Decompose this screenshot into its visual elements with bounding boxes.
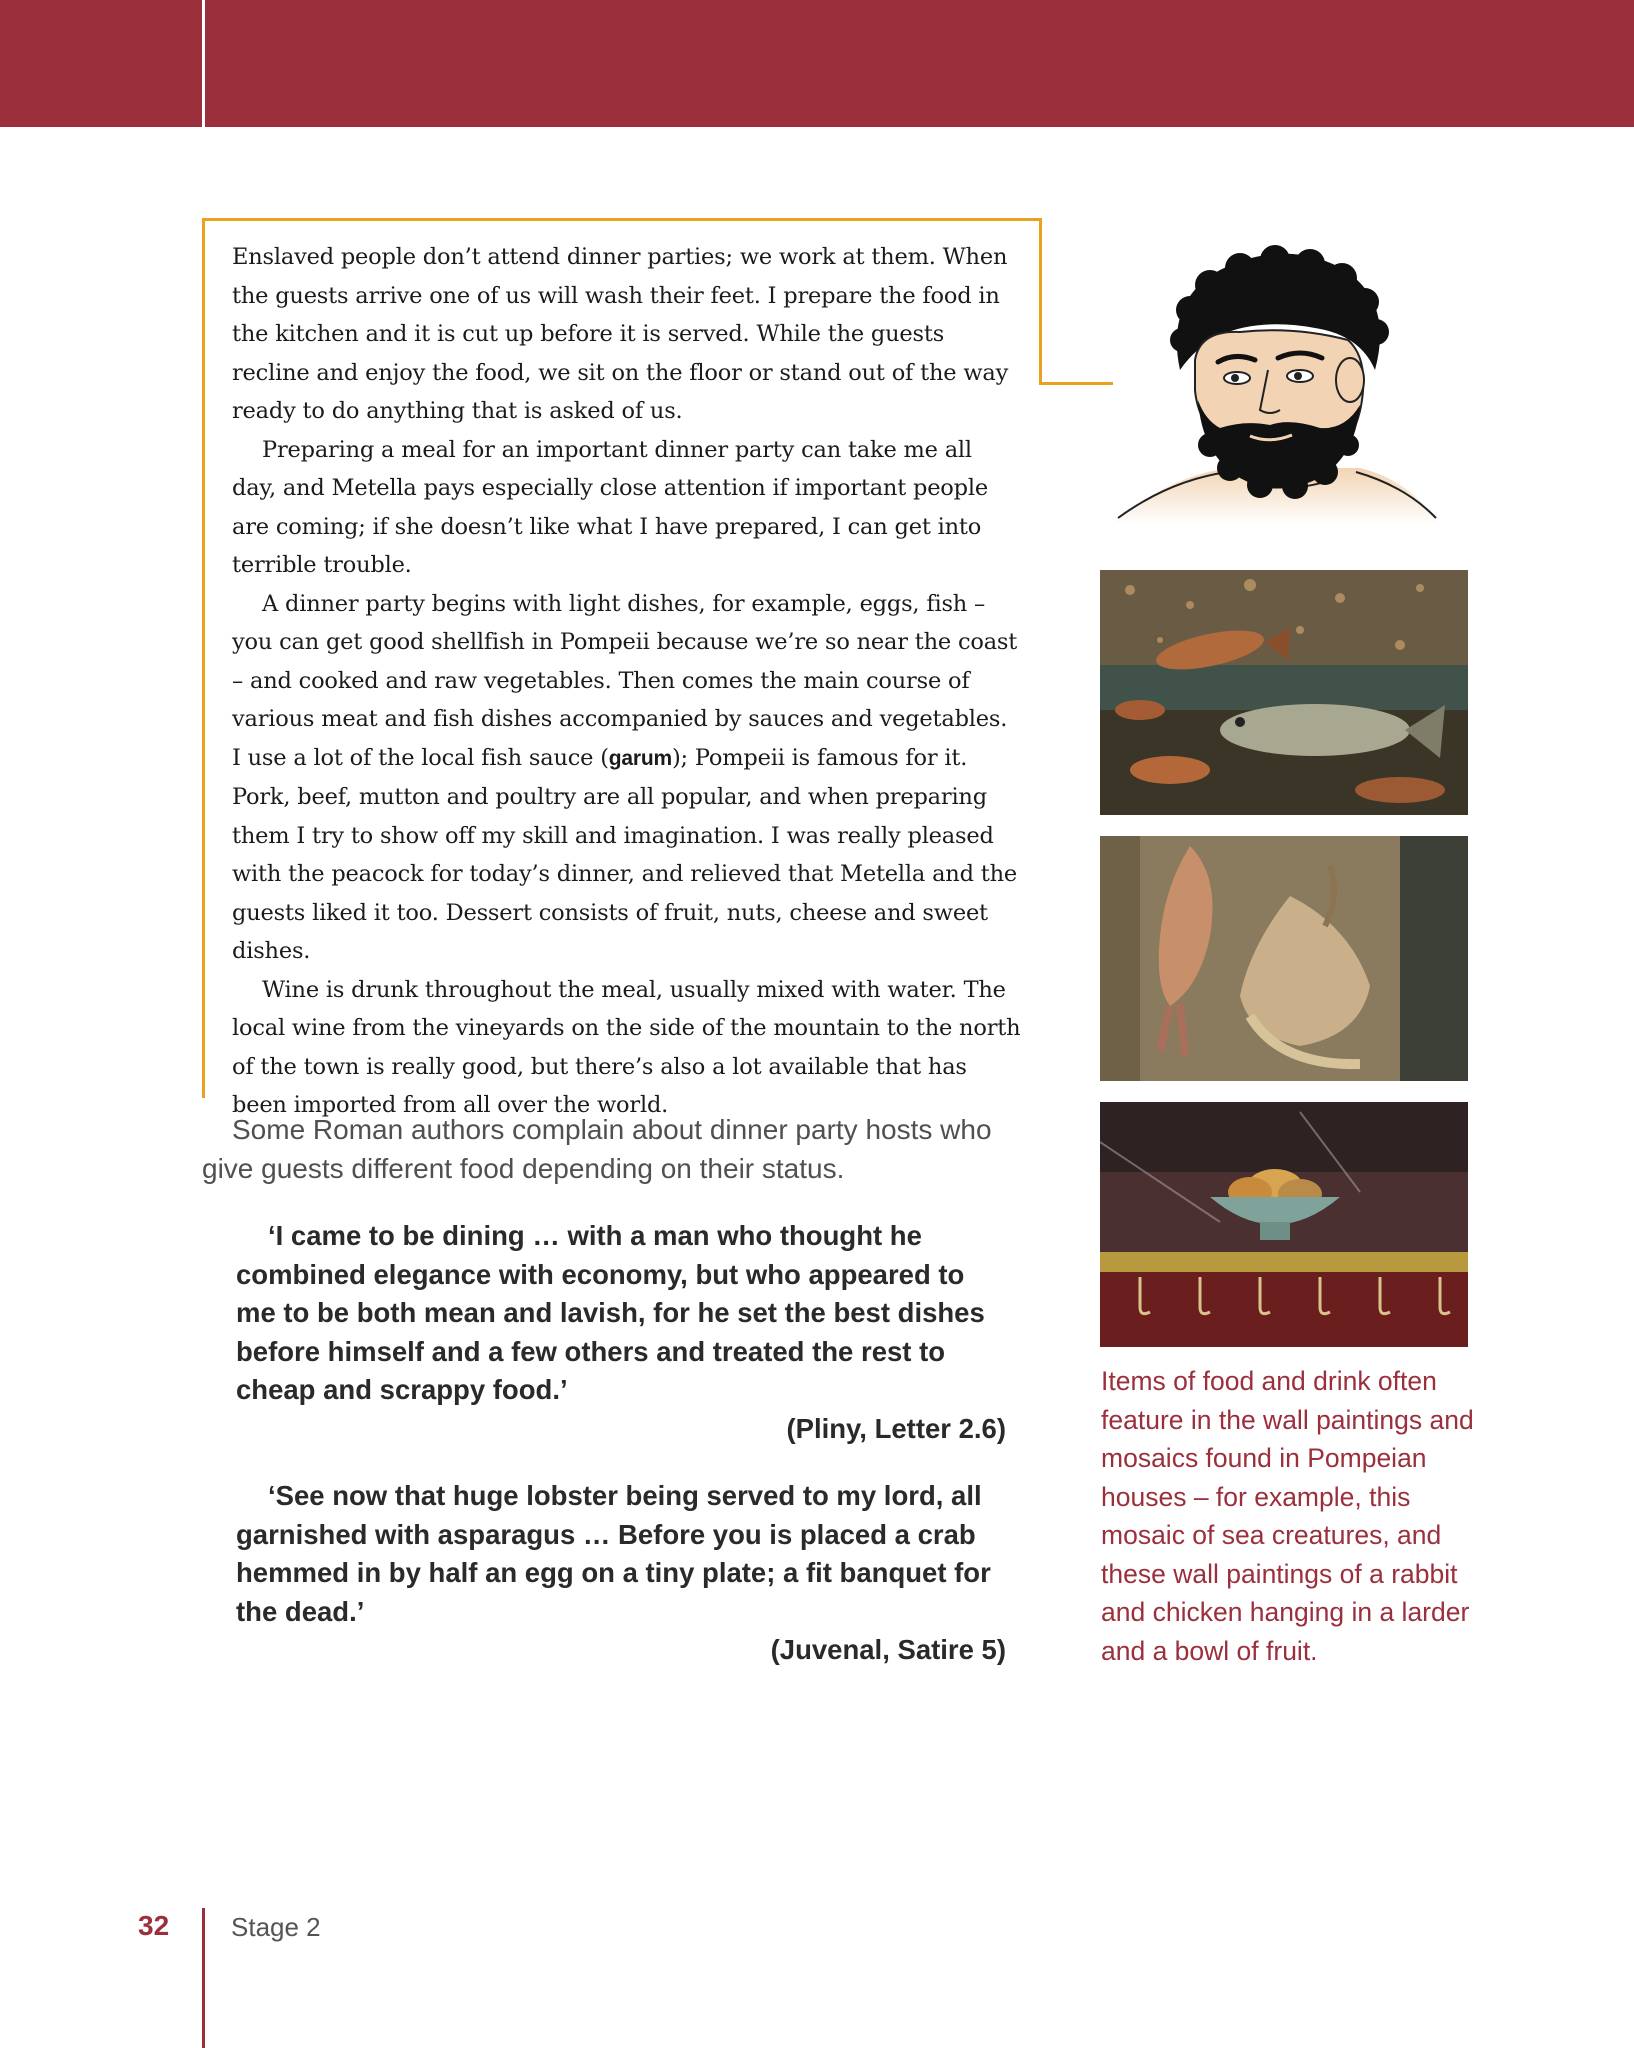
fruit-bowl-painting-image bbox=[1100, 1102, 1468, 1347]
intro-text bbox=[202, 1110, 1042, 1188]
quote-text: ‘See now that huge lobster being served to my lord, all garnished with asparagus … Before you is placed a crab hemmed in by half an egg on a tiny plate; a fit banquet for the dead.’ bbox=[236, 1480, 991, 1627]
cook-portrait bbox=[1110, 240, 1440, 530]
quote-source: (Juvenal, Satire 5) bbox=[770, 1634, 1006, 1665]
header-divider bbox=[202, 0, 205, 127]
narrative-paragraph-5: Wine is drunk throughout the meal, usually mixed with water. The local wine from the vineyards on the side of the mountain to the north of the town is really good, but there’s also a lot available that has been imported from all over the world. bbox=[232, 976, 1021, 1118]
image-caption: Items of food and drink often feature in the wall paintings and mosaics found in Pompeian houses – for example, this mosaic of sea creatures, and these wall paintings of a rabbit and chicken hanging in a larder and a bowl of fruit. bbox=[1101, 1366, 1474, 1666]
intro-paragraph: Some Roman authors complain about dinner party hosts who give guests different food depending on their status. bbox=[202, 1114, 992, 1184]
quote-text: ‘I came to be dining … with a man who thought he combined elegance with economy, but who appeared to me to be both mean and lavish, for he set the best dishes before himself and a few others and treated the rest to cheap and scrappy food.’ bbox=[236, 1220, 985, 1405]
pliny-quote bbox=[236, 1217, 1006, 1448]
quote-source: (Pliny, Letter 2.6) bbox=[786, 1412, 1006, 1444]
cook-narrative bbox=[232, 238, 1022, 1125]
speech-bracket-pointer bbox=[1039, 382, 1113, 385]
header-bar bbox=[0, 0, 1634, 127]
narrative-paragraph-1: Enslaved people don’t attend dinner parties; we work at them. When the guests arrive one of us will wash their feet. I prepare the food in the kitchen and it is cut up before it is served. While the guests recline and enjoy the food, we sit on the floor or stand out of the way ready to do anything that is asked of us. bbox=[232, 244, 1009, 424]
juvenal-quote bbox=[236, 1477, 1006, 1670]
fish-mosaic-image bbox=[1100, 570, 1468, 815]
garum-term: garum bbox=[608, 746, 672, 770]
narrative-p4-before: I use a lot of the local fish sauce ( bbox=[232, 744, 609, 771]
narrative-paragraph-3: A dinner party begins with light dishes, for example, eggs, fish – you can get good shellfish in Pompeii because we’re so near the coast – and cooked and raw vegetables. Then comes the main course of various meat and fish dishes accompanied by sauces and vegetables. bbox=[232, 590, 1018, 732]
page-number: 32 bbox=[138, 1910, 170, 1941]
footer-divider bbox=[202, 1908, 205, 2048]
speech-bracket-right bbox=[1039, 218, 1042, 385]
speech-bracket-top bbox=[202, 218, 1040, 221]
narrative-paragraph-4 bbox=[232, 739, 1022, 971]
narrative-paragraph-2: Preparing a meal for an important dinner party can take me all day, and Metella pays especially close attention if important people are coming; if she doesn’t like what I have prepared, I can get into terrible trouble. bbox=[232, 436, 988, 578]
speech-bracket-left bbox=[202, 218, 205, 1098]
narrative-p4-after: ); Pompeii is famous for it. Pork, beef, mutton and poultry are all popular, and when preparing them I try to show off my skill and imagination. I was really pleased with the peacock for today’s dinner, and relieved that Metella and the guests liked it too. Dessert consists of fruit, nuts, cheese and sweet dishes. bbox=[232, 744, 1017, 964]
stage-label: Stage 2 bbox=[231, 1912, 321, 1942]
rabbit-chicken-painting-image bbox=[1100, 836, 1468, 1081]
